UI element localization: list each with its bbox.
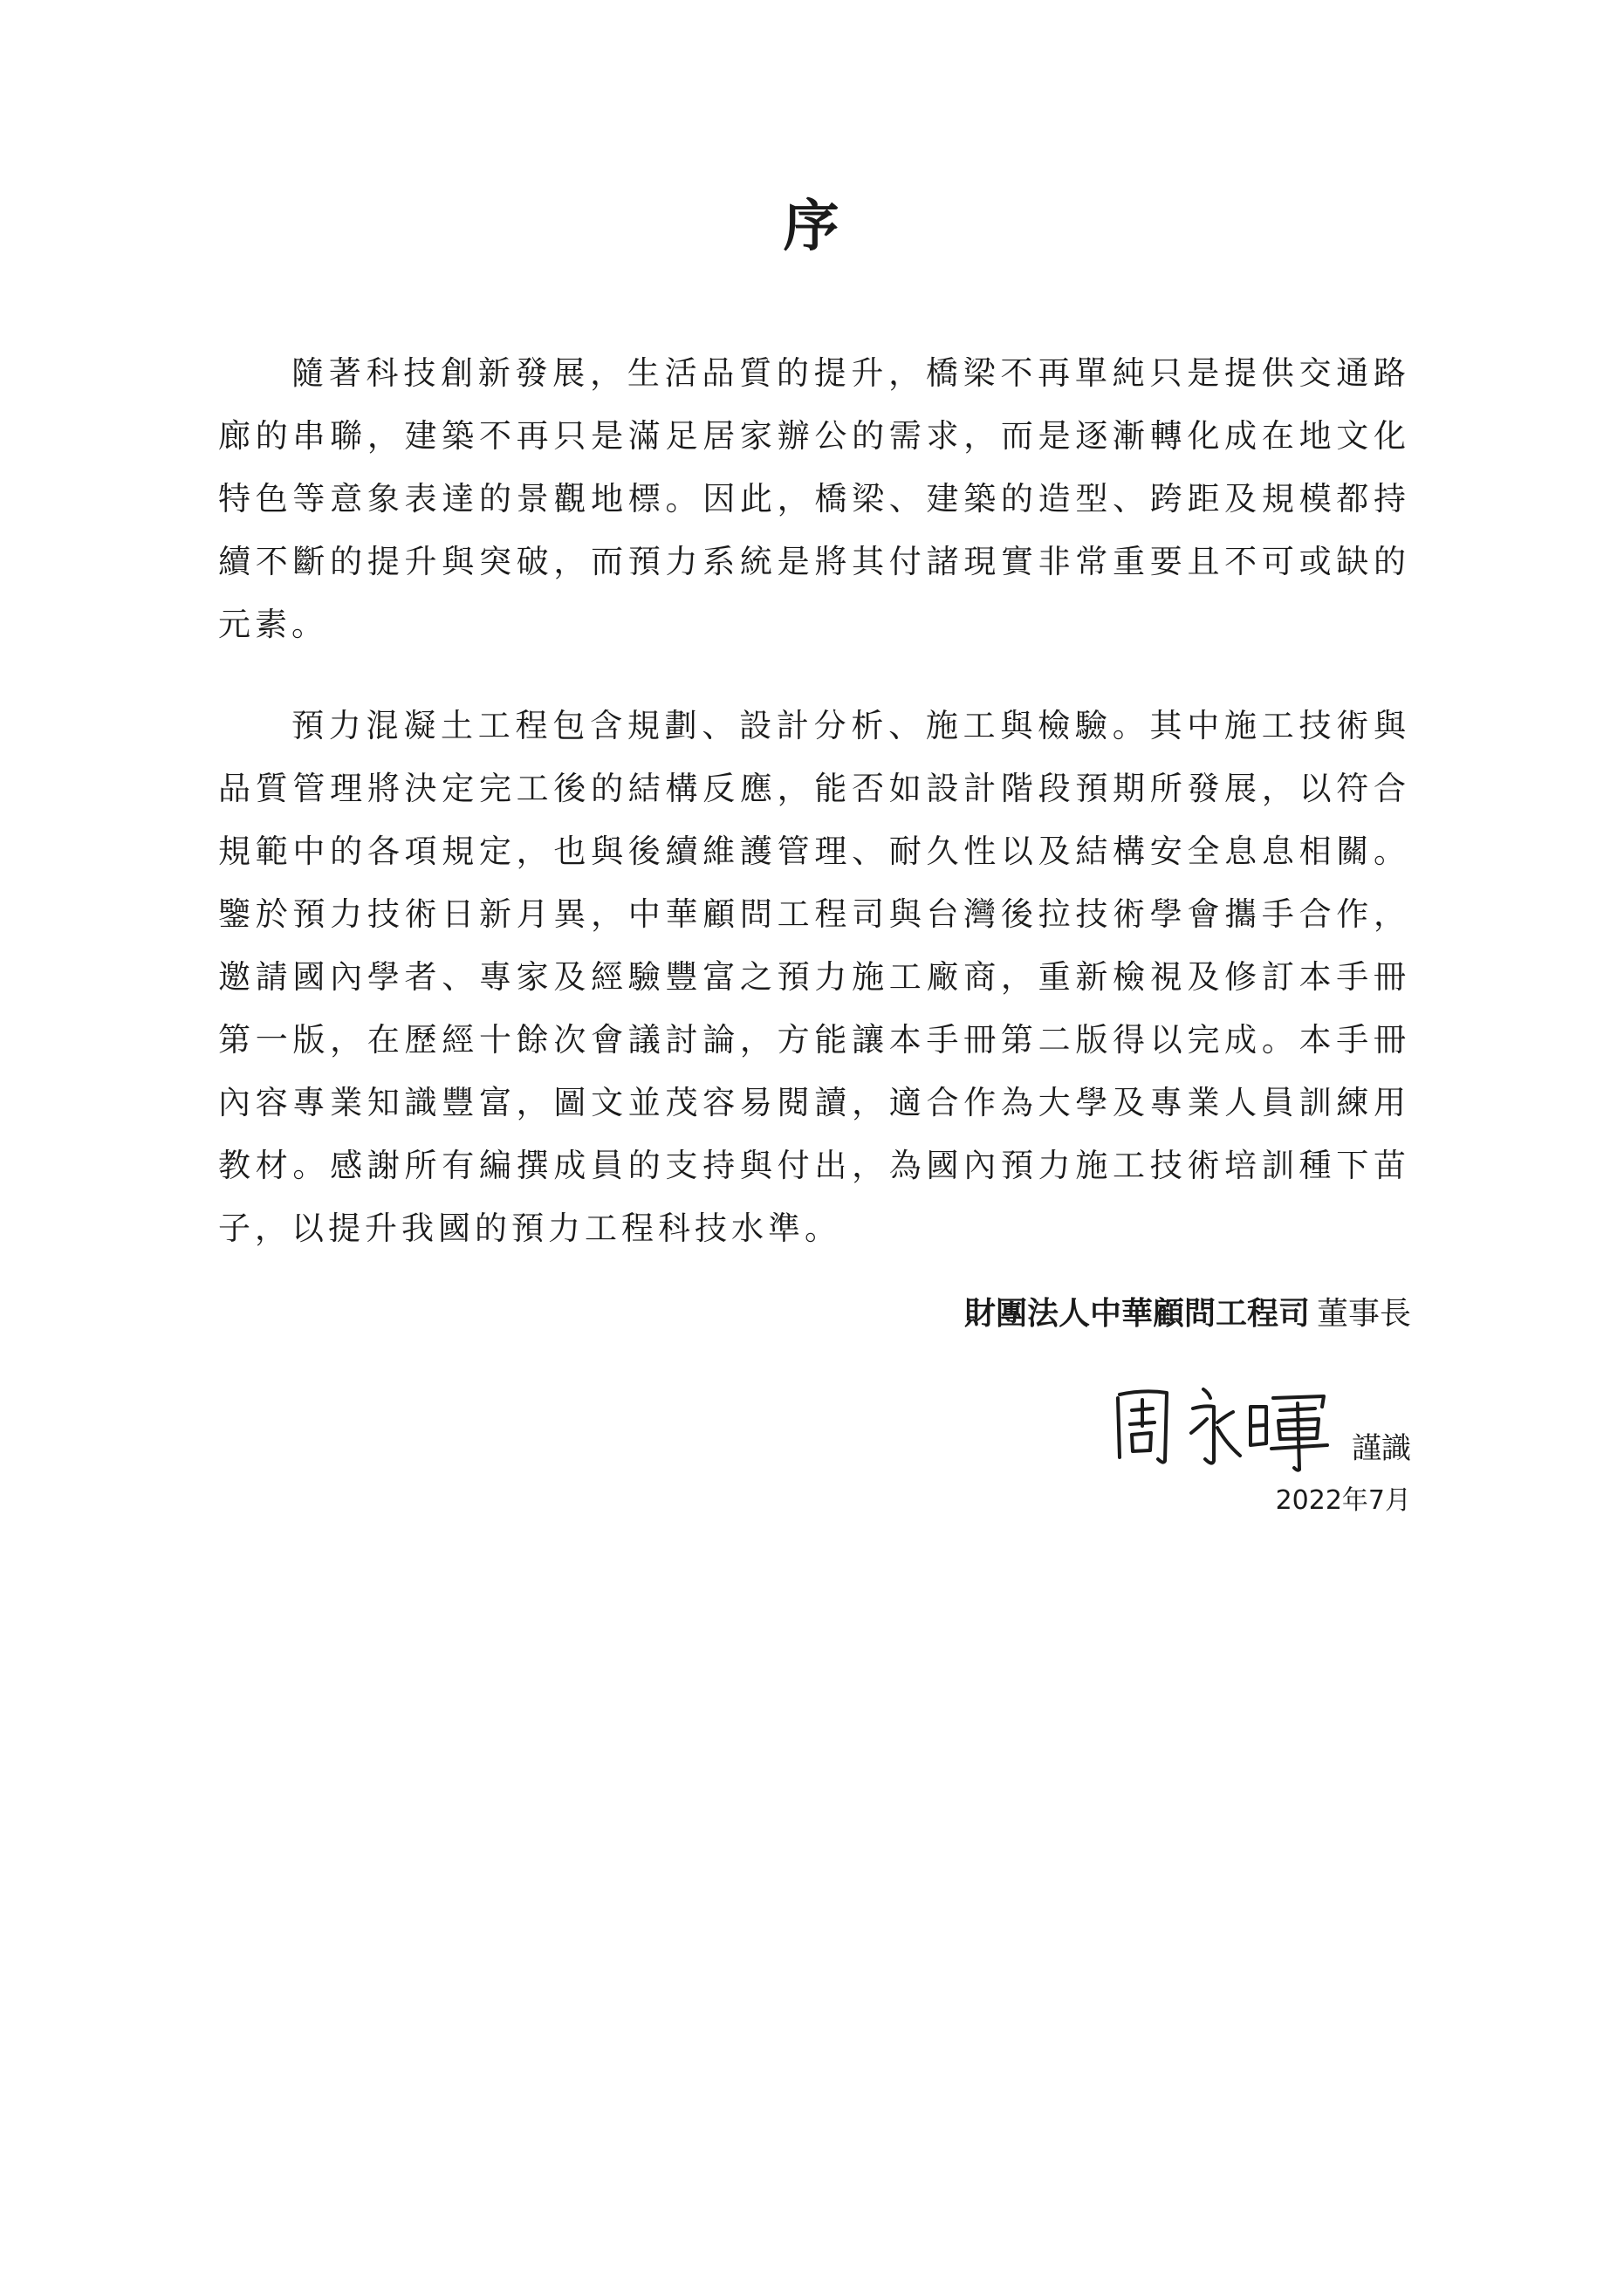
respect-note: 謹識 (1352, 1431, 1411, 1466)
paragraph-1: 隨著科技創新發展，生活品質的提升，橋梁不再單純只是提供交通路廊的串聯，建築不再只是滿足居家辦公的需求，而是逐漸轉化成在地文化特色等意象表達的景觀地標。因此，橋梁、建築的造型、跨距及規模都持續不斷的提升與突破，而預力系統是將其付諸現實非常重要且不可或缺的元素。 (218, 354, 1410, 643)
author-role: 董事長 (1316, 1296, 1411, 1332)
page-title: 序 (783, 195, 841, 259)
handwritten-signature (1109, 1377, 1338, 1473)
author-line (964, 1295, 1411, 1333)
document-date: 2022年7月 (1275, 1485, 1411, 1516)
organization-name: 財團法人中華顧問工程司 (963, 1296, 1310, 1332)
paragraph-2: 預力混凝土工程包含規劃、設計分析、施工與檢驗。其中施工技術與品質管理將決定完工後的結構反應，能否如設計階段預期所發展，以符合規範中的各項規定，也與後續維護管理、耐久性以及結構安全息息相關。鑒於預力技術日新月異，中華顧問工程司與台灣後拉技術學會攜手合作，邀請國內學者、專家及經驗豐富之預力施工廠商，重新檢視及修訂本手冊第一版，在歷經十餘次會議討論，方能讓本手冊第二版得以完成。本手冊內容專業知識豐富，圖文並茂容易閱讀，適合作為大學及專業人員訓練用教材。感謝所有編撰成員的支持與付出，為國內預力施工技術培訓種下苗子，以提升我國的預力工程科技水準。 (218, 707, 1410, 1247)
signature-block (1109, 1368, 1411, 1473)
preface-body (218, 342, 1410, 1260)
